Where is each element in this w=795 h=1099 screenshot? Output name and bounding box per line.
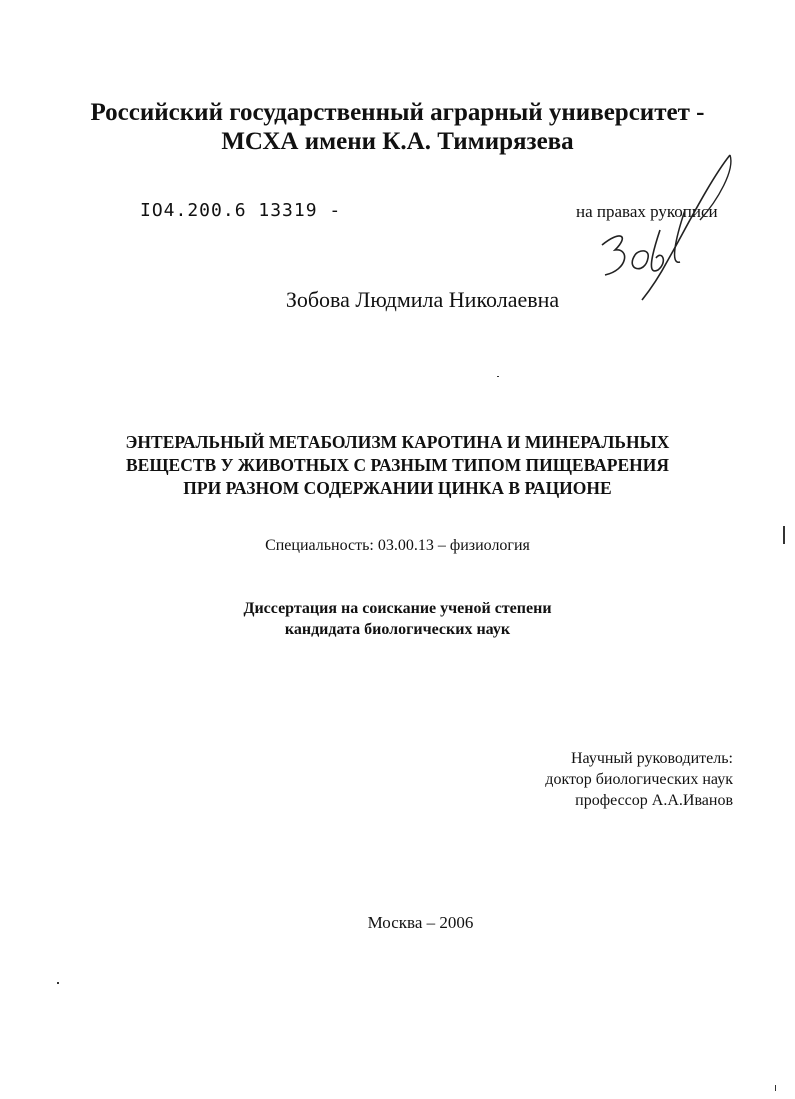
university-line-1: Российский государственный аграрный университет - <box>90 99 705 126</box>
author-name: Зобова Людмила Николаевна <box>285 287 560 312</box>
dissertation-title <box>0 431 795 500</box>
scan-speck <box>57 982 59 984</box>
scan-speck <box>497 376 499 377</box>
degree-line-1: Диссертация на соискание ученой степени <box>243 600 552 617</box>
title-line-1: ЭНТЕРАЛЬНЫЙ МЕТАБОЛИЗМ КАРОТИНА И МИНЕРАЛЬНЫХ <box>125 432 670 452</box>
scan-speck <box>775 1085 776 1091</box>
handwritten-signature <box>590 150 740 310</box>
title-line-3: ПРИ РАЗНОМ СОДЕРЖАНИИ ЦИНКА В РАЦИОНЕ <box>183 478 612 498</box>
supervisor-block <box>545 748 733 811</box>
university-heading <box>0 98 795 156</box>
specialty: Специальность: 03.00.13 – физиология <box>265 537 530 554</box>
title-line-2: ВЕЩЕСТВ У ЖИВОТНЫХ С РАЗНЫМ ТИПОМ ПИЩЕВАРЕНИЯ <box>125 455 670 475</box>
degree-line-2: кандидата биологических наук <box>284 621 511 638</box>
degree-statement <box>0 598 795 640</box>
rights-note: на правах рукописи <box>576 202 718 221</box>
supervisor-line-2: доктор биологических наук <box>545 771 733 788</box>
supervisor-line-3: профессор А.А.Иванов <box>575 792 733 809</box>
supervisor-line-1: Научный руководитель: <box>570 750 733 767</box>
city-year: Москва – 2006 <box>367 913 474 932</box>
stamp-code: ІО4.200.6 13319 - <box>140 200 342 221</box>
university-line-2: МСХА имени К.А. Тимирязева <box>221 128 574 155</box>
